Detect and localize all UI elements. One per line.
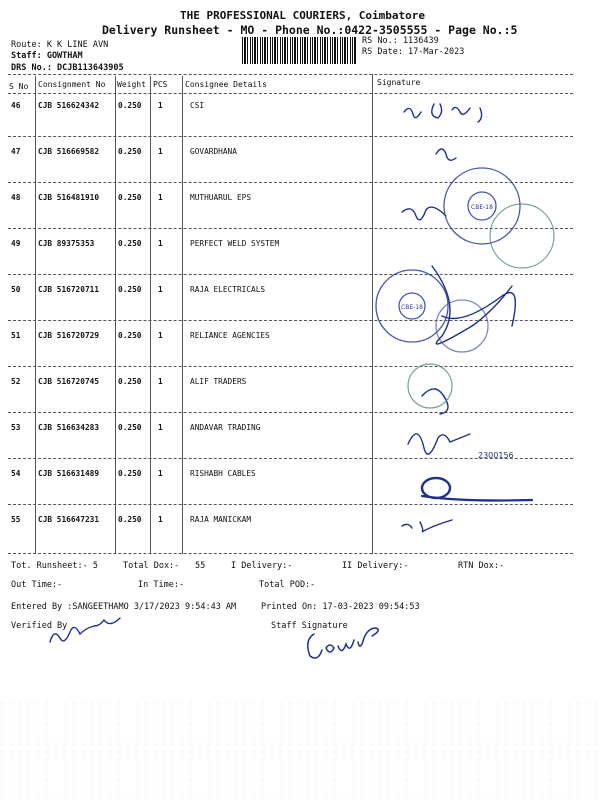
signature-scribble bbox=[402, 520, 452, 532]
signature-scribble bbox=[436, 149, 456, 160]
row-consignee: RAJA ELECTRICALS bbox=[190, 285, 266, 294]
row-pcs: 1 bbox=[158, 331, 163, 340]
row-weight: 0.250 bbox=[118, 469, 142, 478]
signature-scribble bbox=[422, 478, 450, 498]
row-consignment: CJB 516720711 bbox=[38, 285, 100, 294]
scan-noise bbox=[0, 700, 600, 800]
row-weight: 0.250 bbox=[118, 101, 142, 110]
row-consignment: CJB 516647231 bbox=[38, 515, 100, 524]
out-time: Out Time:- bbox=[11, 580, 63, 590]
row-consignee: RAJA MANICKAM bbox=[190, 515, 252, 524]
total-pod: Total POD:- bbox=[259, 580, 316, 590]
ii-delivery: II Delivery:- bbox=[342, 561, 409, 571]
row-pcs: 1 bbox=[158, 239, 163, 248]
row-consignee: CSI bbox=[190, 101, 205, 110]
signature-scribble bbox=[404, 104, 482, 122]
signature-scribble bbox=[408, 434, 470, 454]
signature-scribble bbox=[402, 207, 446, 220]
total-dox-label: Total Dox:- bbox=[123, 561, 180, 571]
tot-runsheet: Tot. Runsheet:- 5 bbox=[11, 561, 98, 571]
col-consignee: Consignee Details bbox=[185, 80, 267, 89]
col-divider bbox=[182, 76, 183, 554]
row-weight: 0.250 bbox=[118, 423, 142, 432]
staff-signature bbox=[300, 620, 390, 666]
signature-column-marks bbox=[372, 96, 572, 556]
row-consignee: RELIANCE AGENCIES bbox=[190, 331, 270, 340]
row-weight: 0.250 bbox=[118, 239, 142, 248]
reliance-stamp bbox=[436, 300, 488, 352]
entered-by: Entered By :SANGEETHAMO 3/17/2023 9:54:43 AM bbox=[11, 602, 237, 612]
total-dox-value: 55 bbox=[195, 561, 206, 571]
row-pcs: 1 bbox=[158, 193, 163, 202]
rtn-dox: RTN Dox:- bbox=[458, 561, 505, 571]
row-sno: 55 bbox=[11, 515, 21, 524]
route-label: Route: K K LINE AVN bbox=[11, 40, 109, 50]
row-weight: 0.250 bbox=[118, 515, 142, 524]
signature-scribble bbox=[432, 266, 512, 344]
row-consignment: CJB 516669582 bbox=[38, 147, 100, 156]
row-sno: 50 bbox=[11, 285, 21, 294]
row-pcs: 1 bbox=[158, 423, 163, 432]
raja-stamp-text: CBE-18 bbox=[401, 304, 423, 311]
row-weight: 0.250 bbox=[118, 147, 142, 156]
row-pcs: 1 bbox=[158, 147, 163, 156]
muthuarul-stamp-text: CBE-18 bbox=[471, 204, 493, 211]
company-title: THE PROFESSIONAL COURIERS, Coimbatore bbox=[180, 9, 426, 22]
col-signature: Signature bbox=[377, 78, 421, 87]
row-consignment: CJB 516634283 bbox=[38, 423, 100, 432]
col-divider bbox=[35, 76, 36, 554]
col-sno: S No bbox=[9, 82, 29, 91]
col-consignment: Consignment No bbox=[38, 80, 106, 89]
staff-signature-label: Staff Signature bbox=[271, 621, 348, 631]
col-pcs: PCS bbox=[153, 80, 168, 89]
row-consignee: PERFECT WELD SYSTEM bbox=[190, 239, 280, 248]
row-sno: 47 bbox=[11, 147, 21, 156]
handwritten-number: 2300156 bbox=[478, 451, 514, 460]
row-consignment: CJB 516624342 bbox=[38, 101, 100, 110]
row-consignee: RISHABH CABLES bbox=[190, 469, 256, 478]
row-pcs: 1 bbox=[158, 101, 163, 110]
barcode bbox=[242, 37, 357, 64]
staff-label: Staff: GOWTHAM bbox=[11, 51, 83, 61]
row-sno: 52 bbox=[11, 377, 21, 386]
row-sno: 48 bbox=[11, 193, 21, 202]
row-weight: 0.250 bbox=[118, 331, 142, 340]
row-consignment: CJB 516720729 bbox=[38, 331, 100, 340]
col-weight: Weight bbox=[117, 80, 146, 89]
i-delivery: I Delivery:- bbox=[231, 561, 293, 571]
col-divider bbox=[115, 76, 116, 554]
row-weight: 0.250 bbox=[118, 285, 142, 294]
row-sno: 49 bbox=[11, 239, 21, 248]
row-consignment: CJB 89375353 bbox=[38, 239, 95, 248]
header-bottom-rule bbox=[8, 93, 573, 94]
verified-signature bbox=[40, 612, 140, 652]
rs-date: RS Date: 17-Mar-2023 bbox=[362, 47, 465, 57]
printed-on: Printed On: 17-03-2023 09:54:53 bbox=[261, 602, 420, 612]
row-sno: 51 bbox=[11, 331, 21, 340]
row-sno: 46 bbox=[11, 101, 21, 110]
row-consignee: ALIF TRADERS bbox=[190, 377, 247, 386]
header-top-rule bbox=[8, 74, 573, 75]
row-consignment: CJB 516720745 bbox=[38, 377, 100, 386]
green-stamp-small bbox=[408, 364, 452, 408]
signature-scribble bbox=[422, 389, 448, 414]
runsheet-subtitle: Delivery Runsheet - MO - Phone No.:0422-3505555 - Page No.:5 bbox=[102, 23, 518, 37]
row-pcs: 1 bbox=[158, 377, 163, 386]
row-sno: 53 bbox=[11, 423, 21, 432]
green-stamp bbox=[490, 204, 554, 268]
row-weight: 0.250 bbox=[118, 193, 142, 202]
row-sno: 54 bbox=[11, 469, 21, 478]
in-time: In Time:- bbox=[138, 580, 185, 590]
rs-number: RS No.: 1136439 bbox=[362, 36, 439, 46]
row-consignment: CJB 516631489 bbox=[38, 469, 100, 478]
row-consignee: MUTHUARUL EPS bbox=[190, 193, 252, 202]
row-consignee: ANDAVAR TRADING bbox=[190, 423, 261, 432]
row-pcs: 1 bbox=[158, 469, 163, 478]
col-divider bbox=[150, 76, 151, 554]
drs-number: DRS No.: DCJB113643905 bbox=[11, 63, 124, 73]
row-consignment: CJB 516481910 bbox=[38, 193, 100, 202]
row-consignee: GOVARDHANA bbox=[190, 147, 237, 156]
row-weight: 0.250 bbox=[118, 377, 142, 386]
row-pcs: 1 bbox=[158, 515, 163, 524]
row-pcs: 1 bbox=[158, 285, 163, 294]
verified-by: Verified By bbox=[11, 621, 68, 631]
